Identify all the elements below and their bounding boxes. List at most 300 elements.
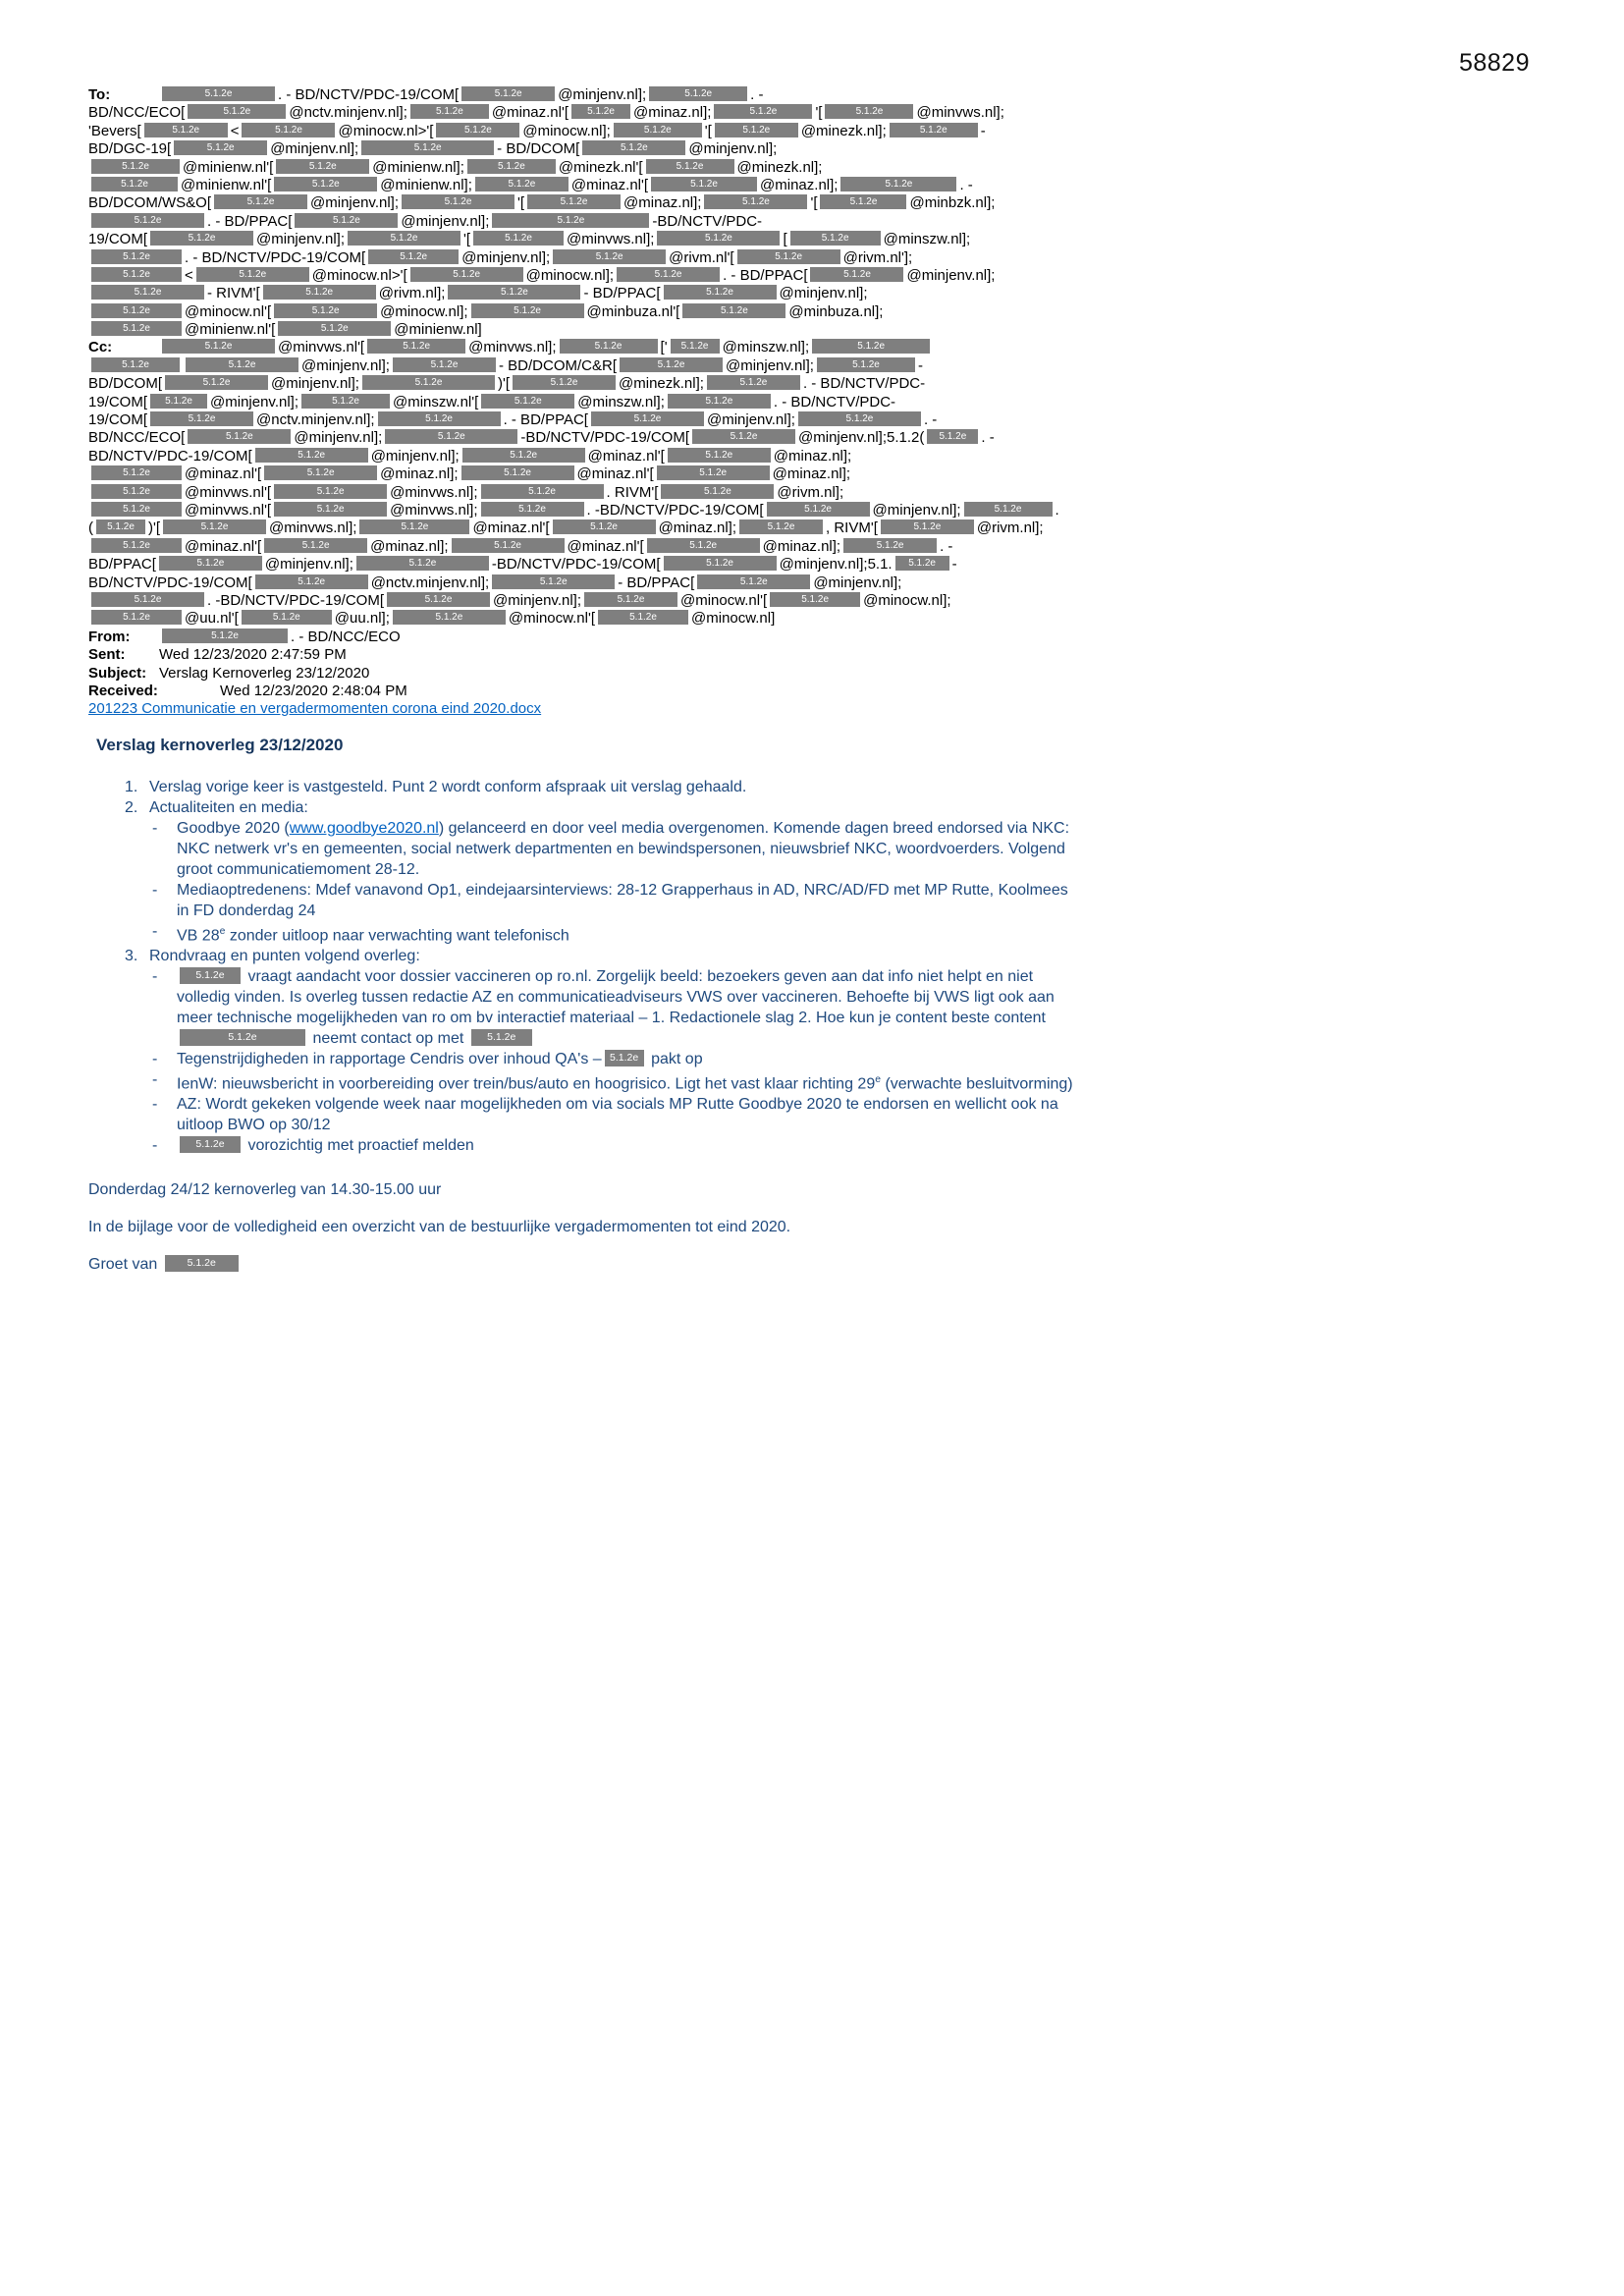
- text-run: -BD/NCTV/PDC-19/COM[: [520, 429, 690, 447]
- header-line: [88, 339, 1545, 356]
- redaction-box: 5.1.2e: [661, 484, 774, 499]
- redaction-box: 5.1.2e: [436, 123, 519, 137]
- item-text: [149, 797, 1080, 818]
- text-run: 5.1.2(: [887, 429, 925, 447]
- text-run: @minvws.nl];: [269, 519, 357, 537]
- text-run: @minjenv.nl];: [558, 86, 647, 103]
- redaction-box: 5.1.2e: [150, 411, 253, 426]
- dash-marker: -: [152, 1137, 158, 1155]
- redaction-box: 5.1.2e: [646, 159, 734, 174]
- header-line: [88, 610, 1545, 628]
- header-line: [88, 123, 1545, 140]
- sub-item-text: [177, 1069, 1080, 1094]
- email-header: [88, 86, 1545, 719]
- redaction-box: 5.1.2e: [790, 231, 881, 246]
- redaction-box: 5.1.2e: [668, 448, 771, 463]
- text-run: , RIVM'[: [826, 519, 878, 537]
- text-run: @nctv.minjenv.nl];: [256, 411, 375, 429]
- text-run: )'[: [148, 519, 161, 537]
- dash-marker: -: [152, 968, 158, 985]
- redaction-box: 5.1.2e: [553, 519, 656, 534]
- text-run: @uu.nl'[: [185, 610, 239, 628]
- text-run: . RIVM'[: [606, 483, 659, 501]
- sub-item-text: [177, 921, 1080, 946]
- text-run: @minvws.nl];: [390, 501, 478, 519]
- text-run: AZ: Wordt gekeken volgende week naar mogelijkheden om via socials MP Rutte Goodbye 2020 te endorsen en wellicht ook na uitloop BWO op 30/12: [177, 1096, 1058, 1134]
- text-run: BD/NCC/ECO[: [88, 104, 186, 122]
- redaction-box: 5.1.2e: [362, 375, 495, 390]
- text-run: @minienw.nl];: [372, 158, 464, 176]
- text-run: Actualiteiten en media:: [149, 798, 308, 816]
- superscript: e: [875, 1074, 881, 1085]
- redaction-box: 5.1.2e: [186, 357, 298, 372]
- redaction-box: 5.1.2e: [144, 123, 228, 137]
- text-run: -BD/NCTV/PDC-19/COM[: [491, 556, 661, 574]
- text-run: <: [230, 122, 240, 139]
- sub-item: [152, 880, 1080, 921]
- text-run: @nctv.minjenv.nl];: [370, 574, 490, 591]
- text-run: . -BD/NCTV/PDC-19/COM[: [207, 591, 385, 609]
- text-run: @minaz.nl];: [633, 104, 712, 122]
- redaction-box: 5.1.2e: [188, 104, 286, 119]
- page-number: 58829: [1458, 49, 1530, 77]
- text-run: . - BD/NCTV/PDC-: [773, 393, 896, 410]
- text-run: . - BD/PPAC[: [503, 411, 588, 429]
- text-run: - RIVM'[: [207, 285, 260, 302]
- text-run: @minocw.nl'[: [508, 610, 596, 628]
- text-run: @minezk.nl];: [736, 158, 823, 176]
- header-line: [88, 592, 1545, 610]
- text-run: neemt contact op met: [308, 1030, 468, 1047]
- item-text: [149, 777, 1080, 797]
- redaction-box: 5.1.2e: [462, 448, 585, 463]
- redaction-box: 5.1.2e: [255, 448, 368, 463]
- redaction-box: 5.1.2e: [881, 519, 974, 534]
- body-paragraphs: [88, 1179, 1080, 1275]
- redaction-box: 5.1.2e: [165, 375, 268, 390]
- redaction-box: 5.1.2e: [617, 267, 720, 282]
- sub-item: [152, 966, 1080, 1049]
- text-run: @minaz.nl'[: [472, 519, 550, 537]
- text-run: VB 28: [177, 927, 220, 944]
- redaction-box: 5.1.2e: [671, 339, 720, 354]
- meta-fields: [88, 629, 1545, 701]
- text-run: .: [1055, 501, 1059, 519]
- text-run: . -: [923, 411, 938, 429]
- redaction-box: 5.1.2e: [150, 231, 253, 246]
- text-run: @minjenv.nl];: [872, 501, 961, 519]
- redaction-box: 5.1.2e: [704, 194, 807, 209]
- header-line: [88, 231, 1545, 248]
- paragraph: [88, 1179, 1080, 1200]
- header-line: [88, 140, 1545, 158]
- redaction-box: 5.1.2e: [162, 339, 275, 354]
- list-item-row: [125, 777, 1080, 797]
- text-run: @minjenv.nl];: [256, 231, 345, 248]
- redaction-box: 5.1.2e: [810, 267, 903, 282]
- redaction-box: 5.1.2e: [895, 556, 949, 571]
- redaction-box: 5.1.2e: [651, 177, 757, 191]
- header-line: [88, 665, 1545, 683]
- redaction-box: 5.1.2e: [843, 538, 937, 553]
- redaction-box: 5.1.2e: [264, 538, 367, 553]
- text-run: @minaz.nl'[: [587, 447, 665, 465]
- text-run: vorozichtig met proactief melden: [244, 1137, 474, 1155]
- redaction-box: 5.1.2e: [840, 177, 956, 191]
- text-run: . -: [750, 86, 764, 103]
- redaction-box: 5.1.2e: [798, 411, 921, 426]
- text-run: @minocw.nl>'[: [311, 266, 407, 284]
- redaction-box: 5.1.2e: [481, 394, 574, 409]
- sub-list: [152, 966, 1080, 1156]
- header-line: [88, 194, 1545, 212]
- redaction-box: 5.1.2e: [927, 429, 978, 444]
- superscript: e: [219, 925, 226, 937]
- header-line: [88, 646, 1545, 664]
- text-run: . -: [940, 537, 953, 555]
- text-run: 19/COM[: [88, 231, 148, 248]
- redaction-box: 5.1.2e: [461, 465, 574, 480]
- header-line: [88, 448, 1545, 465]
- text-run: @minocw.nl];: [380, 302, 468, 320]
- text-run: '[: [815, 104, 823, 122]
- dash-marker: -: [152, 1071, 158, 1088]
- text-run: -: [980, 122, 986, 139]
- text-run: @minocw.nl'[: [680, 591, 768, 609]
- text-run: Verslag Kernoverleg 23/12/2020: [159, 664, 370, 682]
- redaction-box: 5.1.2e: [410, 104, 489, 119]
- sub-item-text: [177, 1049, 1080, 1069]
- redaction-box: 5.1.2e: [591, 411, 704, 426]
- text-run: pakt op: [646, 1051, 703, 1067]
- text-run: In de bijlage voor de volledigheid een overzicht van de bestuurlijke vergadermomenten tot eind 2020.: [88, 1219, 791, 1236]
- text-run: @minienw.nl]: [394, 321, 482, 339]
- text-run: @rivm.nl];: [777, 483, 844, 501]
- sub-item-text: [177, 818, 1080, 880]
- item-number: 2.: [125, 798, 138, 816]
- text-run: 'Bevers[: [88, 122, 141, 139]
- redaction-box: 5.1.2e: [214, 194, 307, 209]
- redaction-box: 5.1.2e: [668, 394, 771, 409]
- paragraph: [88, 1254, 1080, 1275]
- text-run: @minvws.nl];: [468, 339, 557, 356]
- redaction-box: 5.1.2e: [91, 267, 182, 282]
- redaction-box: 5.1.2e: [582, 140, 685, 155]
- sub-item-text: [177, 880, 1080, 921]
- redaction-box: 5.1.2e: [150, 394, 207, 409]
- text-run: @minocw.nl];: [525, 266, 615, 284]
- text-run: . - BD/NCC/ECO: [291, 628, 401, 645]
- redaction-box: 5.1.2e: [647, 538, 760, 553]
- redaction-box: 5.1.2e: [657, 231, 780, 246]
- list-item-row: [125, 946, 1080, 966]
- header-field-label: From:: [88, 628, 131, 645]
- redaction-box: 5.1.2e: [461, 86, 555, 101]
- redaction-box: 5.1.2e: [165, 1255, 239, 1272]
- header-line: [88, 465, 1545, 483]
- redaction-box: 5.1.2e: [513, 375, 616, 390]
- redaction-box: 5.1.2e: [162, 629, 288, 643]
- text-run: @minszw.nl];: [722, 339, 810, 356]
- text-run: @minjenv.nl];: [493, 591, 581, 609]
- text-run: . - BD/NCTV/PDC-19/COM[: [185, 248, 366, 266]
- text-run: @minjenv.nl];: [301, 356, 390, 374]
- text-run: @minjenv.nl];: [210, 393, 298, 410]
- text-run: - BD/PPAC[: [583, 285, 661, 302]
- redaction-box: 5.1.2e: [91, 465, 182, 480]
- text-run: BD/NCC/ECO[: [88, 429, 186, 447]
- redaction-box: 5.1.2e: [91, 177, 178, 191]
- redaction-box: 5.1.2e: [385, 429, 517, 444]
- list-item: [125, 946, 1080, 1156]
- redaction-box: 5.1.2e: [96, 519, 145, 534]
- text-run: zonder uitloop naar verwachting want telefonisch: [225, 927, 569, 944]
- redaction-box: 5.1.2e: [448, 285, 580, 300]
- redaction-box: 5.1.2e: [492, 213, 649, 228]
- redaction-box: 5.1.2e: [571, 104, 630, 119]
- text-run: @minaz.nl];: [380, 465, 459, 483]
- text-run: Mediaoptredenens: Mdef vanavond Op1, eindejaarsinterviews: 28-12 Grapperhaus in AD, NRC/AD/FD met MP Rutte, Koolmees in FD donderdag 24: [177, 881, 1068, 919]
- text-run: @minaz.nl'[: [570, 176, 649, 193]
- text-run: [: [783, 231, 787, 248]
- header-line: [88, 159, 1545, 177]
- text-run: @minjenv.nl];: [401, 212, 490, 230]
- header-line: [88, 538, 1545, 556]
- text-run: @minienw.nl'[: [185, 321, 276, 339]
- text-run: Wed 12/23/2020 2:47:59 PM: [159, 646, 347, 664]
- redaction-box: 5.1.2e: [649, 86, 747, 101]
- text-run: Rondvraag en punten volgend overleg:: [149, 948, 420, 964]
- text-run: '[: [517, 194, 525, 212]
- redaction-box: 5.1.2e: [359, 519, 469, 534]
- redaction-box: 5.1.2e: [598, 610, 688, 625]
- text-run: . -BD/NCTV/PDC-19/COM[: [586, 501, 764, 519]
- redaction-box: 5.1.2e: [553, 249, 666, 264]
- redaction-box: 5.1.2e: [91, 538, 182, 553]
- text-run: @rivm.nl'];: [842, 248, 913, 266]
- redaction-box: 5.1.2e: [91, 213, 204, 228]
- redaction-box: 5.1.2e: [664, 285, 777, 300]
- redaction-box: 5.1.2e: [767, 502, 870, 517]
- text-run: @rivm.nl'[: [669, 248, 734, 266]
- header-field-label: Received:: [88, 682, 158, 699]
- text-run: @minjenv.nl];: [461, 248, 551, 266]
- sub-item: [152, 1135, 1080, 1156]
- redaction-box: 5.1.2e: [467, 159, 556, 174]
- dash-marker: -: [152, 922, 158, 940]
- redaction-box: 5.1.2e: [715, 123, 798, 137]
- text-run: @minbzk.nl];: [909, 194, 996, 212]
- paragraph: [88, 1217, 1080, 1237]
- header-line: [88, 86, 1545, 104]
- redaction-box: 5.1.2e: [664, 556, 777, 571]
- redaction-box: 5.1.2e: [560, 339, 658, 354]
- redaction-box: 5.1.2e: [368, 249, 459, 264]
- sub-item-text: [177, 1094, 1080, 1135]
- text-run: 19/COM[: [88, 411, 148, 429]
- dash-marker: -: [152, 1051, 158, 1067]
- attachment-line: [88, 700, 1545, 718]
- header-line: [88, 303, 1545, 321]
- header-line: [88, 213, 1545, 231]
- text-run: @minvws.nl'[: [185, 483, 272, 501]
- redaction-box: 5.1.2e: [301, 394, 390, 409]
- redaction-box: 5.1.2e: [393, 610, 506, 625]
- text-run: -BD/NCTV/PDC-: [652, 212, 763, 230]
- text-run: @minjenv.nl];: [370, 447, 460, 465]
- redaction-box: 5.1.2e: [367, 339, 465, 354]
- redaction-box: 5.1.2e: [387, 592, 490, 607]
- header-line: [88, 321, 1545, 339]
- text-run: Goodbye 2020 (: [177, 819, 290, 837]
- list-item: [125, 797, 1080, 946]
- text-run: @minvws.nl'[: [278, 339, 365, 356]
- redaction-box: 5.1.2e: [393, 357, 496, 372]
- redaction-box: 5.1.2e: [163, 519, 266, 534]
- text-run: - BD/PPAC[: [618, 574, 695, 591]
- item-number: 3.: [125, 948, 138, 964]
- redaction-box: 5.1.2e: [481, 484, 604, 499]
- text-run: @minszw.nl];: [883, 231, 971, 248]
- text-run: BD/PPAC[: [88, 556, 156, 574]
- dash-marker: -: [152, 1096, 158, 1114]
- redaction-box: 5.1.2e: [91, 249, 182, 264]
- text-run: @minbuza.nl];: [788, 302, 884, 320]
- text-run: @minjenv.nl];: [310, 194, 399, 212]
- text-run: -: [917, 356, 923, 374]
- text-run: @minszw.nl];: [577, 393, 665, 410]
- redaction-box: 5.1.2e: [278, 321, 391, 336]
- text-run: @minaz.nl'[: [185, 537, 262, 555]
- header-line: [88, 519, 1545, 537]
- list-item: [125, 777, 1080, 797]
- redaction-box: 5.1.2e: [492, 574, 615, 589]
- redaction-box: 5.1.2e: [378, 411, 501, 426]
- body-list: [125, 777, 1080, 1157]
- redaction-box: 5.1.2e: [91, 321, 182, 336]
- sub-item: [152, 818, 1080, 880]
- redaction-box: 5.1.2e: [737, 249, 840, 264]
- redaction-box: 5.1.2e: [180, 967, 241, 984]
- text-run: @minaz.nl];: [370, 537, 449, 555]
- header-line: [88, 502, 1545, 519]
- redaction-box: 5.1.2e: [174, 140, 267, 155]
- text-run: @minaz.nl'[: [576, 465, 654, 483]
- text-run: @minaz.nl'[: [185, 465, 262, 483]
- text-run: Groet van: [88, 1256, 162, 1274]
- text-run: . - BD/PPAC[: [723, 266, 808, 284]
- header-line: [88, 249, 1545, 267]
- list-item-row: [125, 797, 1080, 818]
- redaction-box: 5.1.2e: [295, 213, 398, 228]
- text-run: Tegenstrijdigheden in rapportage Cendris over inhoud QA's –: [177, 1051, 602, 1067]
- redaction-box: 5.1.2e: [527, 194, 621, 209]
- redaction-box: 5.1.2e: [242, 610, 332, 625]
- header-field-label: To:: [88, 86, 111, 103]
- page-content: [88, 86, 1545, 1275]
- redaction-box: 5.1.2e: [242, 123, 335, 137]
- cc-field: [88, 339, 1545, 628]
- to-field: [88, 86, 1545, 339]
- text-run: (verwachte besluitvorming): [881, 1075, 1073, 1093]
- header-line: [88, 484, 1545, 502]
- text-run: - BD/DCOM[: [497, 140, 580, 158]
- redaction-box: 5.1.2e: [274, 303, 377, 318]
- text-run: 5.1.: [867, 556, 893, 574]
- text-run: 19/COM[: [88, 393, 148, 410]
- text-run: - BD/DCOM/C&R[: [498, 356, 617, 374]
- redaction-box: 5.1.2e: [692, 429, 795, 444]
- body-title: Verslag kernoverleg 23/12/2020: [96, 735, 344, 754]
- text-run: '[: [463, 231, 471, 248]
- redaction-box: 5.1.2e: [91, 502, 182, 517]
- text-run: @minaz.nl];: [762, 537, 841, 555]
- text-run: Donderdag 24/12 kernoverleg van 14.30-15.00 uur: [88, 1181, 442, 1199]
- header-line: [88, 267, 1545, 285]
- redaction-box: 5.1.2e: [188, 429, 291, 444]
- text-run: @minjenv.nl];: [906, 266, 996, 284]
- text-run: @minjenv.nl];: [271, 375, 359, 393]
- text-run: @minszw.nl'[: [393, 393, 479, 410]
- redaction-box: 5.1.2e: [402, 194, 514, 209]
- header-line: [88, 285, 1545, 302]
- dash-marker: -: [152, 819, 158, 837]
- text-run: (: [88, 519, 93, 537]
- item-text: [149, 946, 1080, 966]
- redaction-box: 5.1.2e: [91, 357, 180, 372]
- inline-link[interactable]: www.goodbye2020.nl: [289, 819, 439, 837]
- header-line: [88, 394, 1545, 411]
- text-run: @minaz.nl'[: [567, 537, 644, 555]
- redaction-box: 5.1.2e: [481, 502, 584, 517]
- text-run: @minjenv.nl];: [779, 556, 868, 574]
- redaction-box: 5.1.2e: [356, 556, 489, 571]
- redaction-box: 5.1.2e: [91, 610, 182, 625]
- redaction-box: 5.1.2e: [584, 592, 677, 607]
- text-run: @minaz.nl];: [760, 176, 839, 193]
- text-run: @minjenv.nl];: [725, 356, 814, 374]
- sub-item: [152, 921, 1080, 946]
- text-run: @minaz.nl'[: [491, 104, 569, 122]
- attachment-link[interactable]: 201223 Communicatie en vergadermomenten corona eind 2020.docx: [88, 700, 542, 718]
- redaction-box: 5.1.2e: [817, 357, 915, 372]
- text-run: @minjenv.nl];: [706, 411, 795, 429]
- text-run: [': [660, 339, 668, 356]
- text-run: @minaz.nl];: [658, 519, 736, 537]
- item-number: 1.: [125, 778, 138, 795]
- text-run: <: [185, 266, 193, 284]
- redaction-box: 5.1.2e: [91, 303, 182, 318]
- text-run: @minjenv.nl];: [264, 556, 353, 574]
- sub-item: [152, 1069, 1080, 1094]
- redaction-box: 5.1.2e: [276, 159, 369, 174]
- redaction-box: 5.1.2e: [410, 267, 523, 282]
- redaction-box: 5.1.2e: [475, 177, 568, 191]
- text-run: @minjenv.nl];: [813, 574, 902, 591]
- redaction-box: 5.1.2e: [91, 484, 182, 499]
- text-run: @minocw.nl'[: [185, 302, 272, 320]
- text-run: @minaz.nl];: [623, 194, 702, 212]
- text-run: '[: [704, 122, 712, 139]
- text-run: BD/DCOM[: [88, 375, 162, 393]
- text-run: @minezk.nl];: [619, 375, 704, 393]
- redaction-box: 5.1.2e: [162, 86, 275, 101]
- text-run: . - BD/PPAC[: [207, 212, 293, 230]
- text-run: @minienw.nl'[: [181, 176, 272, 193]
- redaction-box: 5.1.2e: [471, 303, 584, 318]
- header-line: [88, 683, 1545, 700]
- dash-marker: -: [152, 881, 158, 899]
